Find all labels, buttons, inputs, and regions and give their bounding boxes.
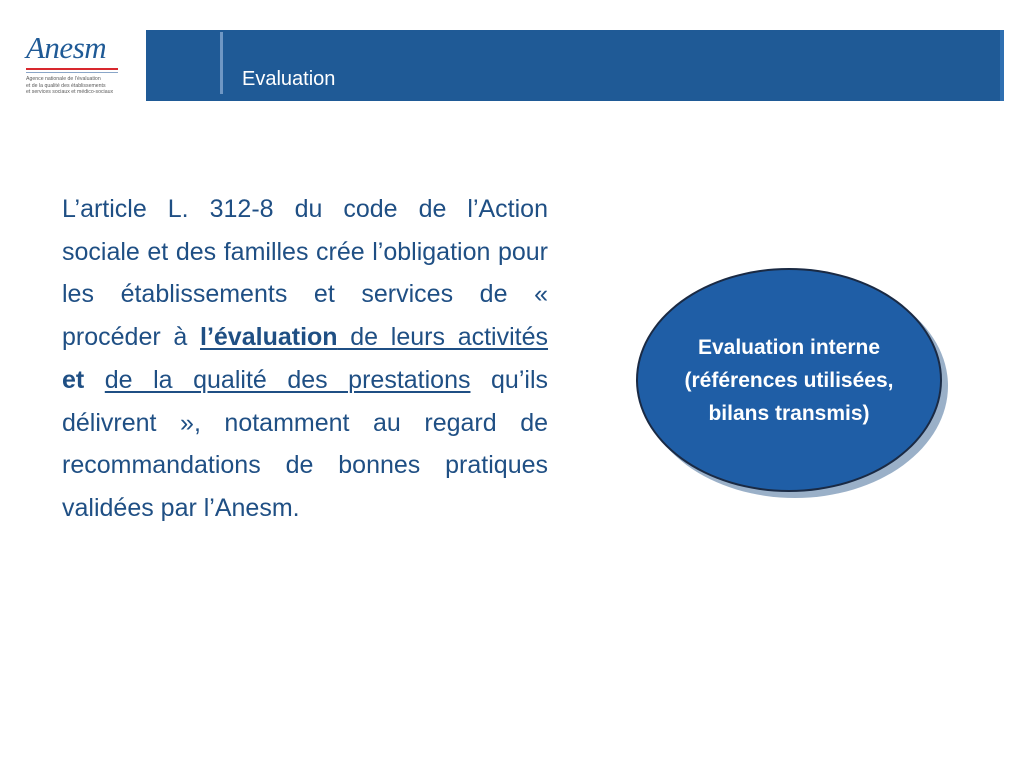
body-text-activities: de leurs activités	[337, 323, 549, 352]
logo-wordmark: Anesm	[26, 30, 107, 65]
header-separator	[220, 32, 223, 94]
logo-red-rule	[26, 68, 118, 70]
anesm-logo	[22, 30, 132, 104]
body-text-et: et	[62, 365, 85, 394]
header-edge	[1000, 30, 1004, 101]
body-paragraph	[62, 188, 548, 530]
oval-line: Evaluation interne	[697, 335, 881, 359]
body-text-quality: de la qualité des prestations	[104, 365, 471, 394]
oval-shape	[636, 268, 942, 492]
page-title: Evaluation	[242, 68, 336, 90]
body-text-evaluation: l’évaluation	[200, 323, 338, 352]
logo-tagline-line: et services sociaux et médico-sociaux	[26, 89, 114, 95]
body-text-outro: qu’ils délivrent », notamment au regard de recommandations de bonnes pratiques validées par l’Anesm.	[62, 365, 548, 522]
body-text-intro: L’article L. 312-8 du code de l’Action sociale et des familles crée l’obligation pour les établissements et services de « procéder à	[62, 195, 548, 352]
logo-blue-rule	[26, 72, 118, 73]
oval-line: (références utilisées,	[684, 368, 894, 392]
oval-label	[659, 331, 919, 430]
logo-tagline	[26, 76, 130, 96]
logo-tagline-line: et de la qualité des établissements	[26, 82, 106, 89]
header-band	[146, 30, 1004, 101]
logo-tagline-line: Agence nationale de l’évaluation	[26, 76, 101, 82]
oval-line: bilans transmis)	[708, 401, 870, 425]
evaluation-interne-oval	[636, 268, 954, 502]
